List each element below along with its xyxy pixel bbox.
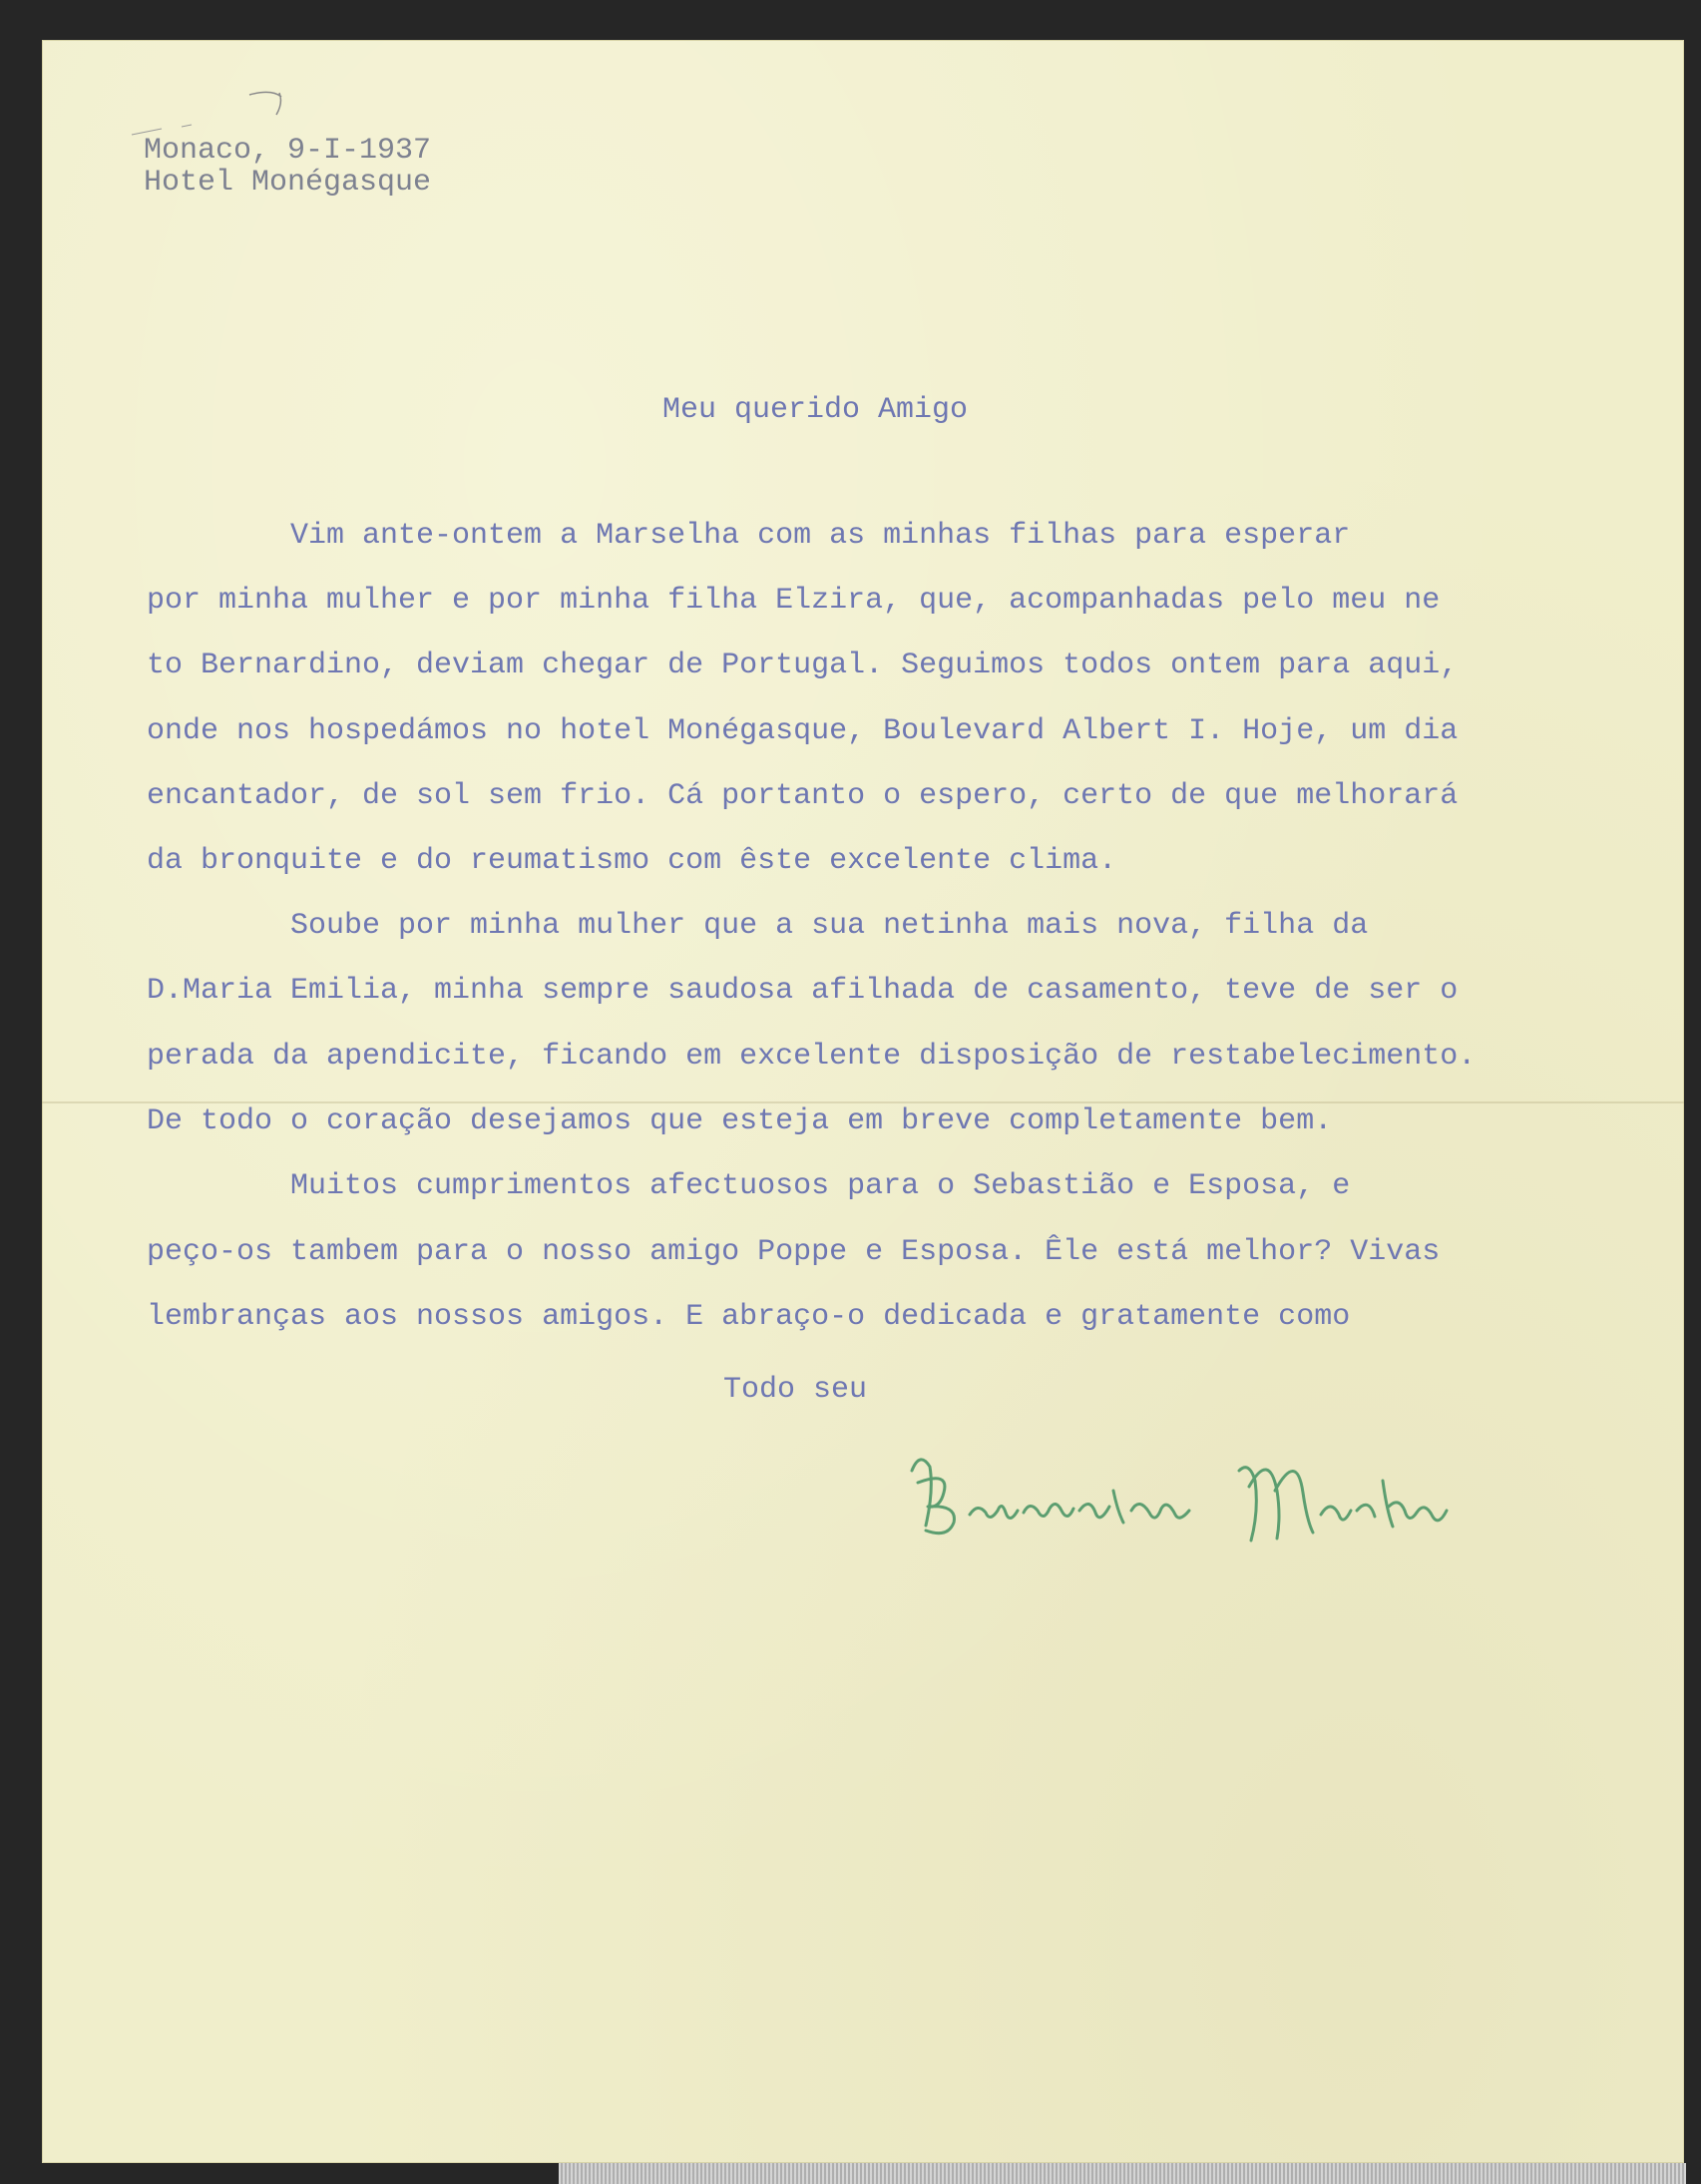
letter-line: D.Maria Emilia, minha sempre saudosa afilhada de casamento, teve de ser o: [147, 974, 1459, 1008]
letter-line: Muitos cumprimentos afectuosos para o Sebastião e Esposa, e: [147, 1169, 1351, 1203]
letter-line: Soube por minha mulher que a sua netinha mais nova, filha da: [147, 909, 1369, 943]
letter-line: por minha mulher e por minha filha Elzira, que, acompanhadas pelo meu ne: [147, 584, 1441, 618]
handwritten-signature: [900, 1431, 1459, 1580]
letter-line: De todo o coração desejamos que esteja em breve completamente bem.: [147, 1104, 1333, 1138]
letter-sheet: [42, 40, 1684, 2163]
letter-line: onde nos hospedámos no hotel Monégasque, Boulevard Albert I. Hoje, um dia: [147, 714, 1459, 748]
scale-ruler: [559, 2163, 1686, 2184]
letter-line: da bronquite e do reumatismo com êste excelente clima.: [147, 844, 1117, 878]
letter-hotel: Hotel Monégasque: [144, 166, 432, 200]
letter-place-date: Monaco, 9-I-1937: [144, 134, 432, 168]
fold-line: [42, 1101, 1684, 1103]
letter-salutation: Meu querido Amigo: [662, 393, 969, 427]
letter-line: peço-os tambem para o nosso amigo Poppe e Esposa. Êle está melhor? Vivas: [147, 1235, 1441, 1269]
letter-line: Vim ante-ontem a Marselha com as minhas filhas para esperar: [147, 519, 1351, 553]
letter-line: perada da apendicite, ficando em excelente disposição de restabelecimento.: [147, 1040, 1477, 1074]
letter-line: to Bernardino, deviam chegar de Portugal. Seguimos todos ontem para aqui,: [147, 649, 1459, 682]
letter-closing: Todo seu: [723, 1373, 868, 1407]
letter-line: lembranças aos nossos amigos. E abraço-o dedicada e gratamente como: [147, 1300, 1351, 1334]
letter-line: encantador, de sol sem frio. Cá portanto o espero, certo de que melhorará: [147, 779, 1459, 813]
